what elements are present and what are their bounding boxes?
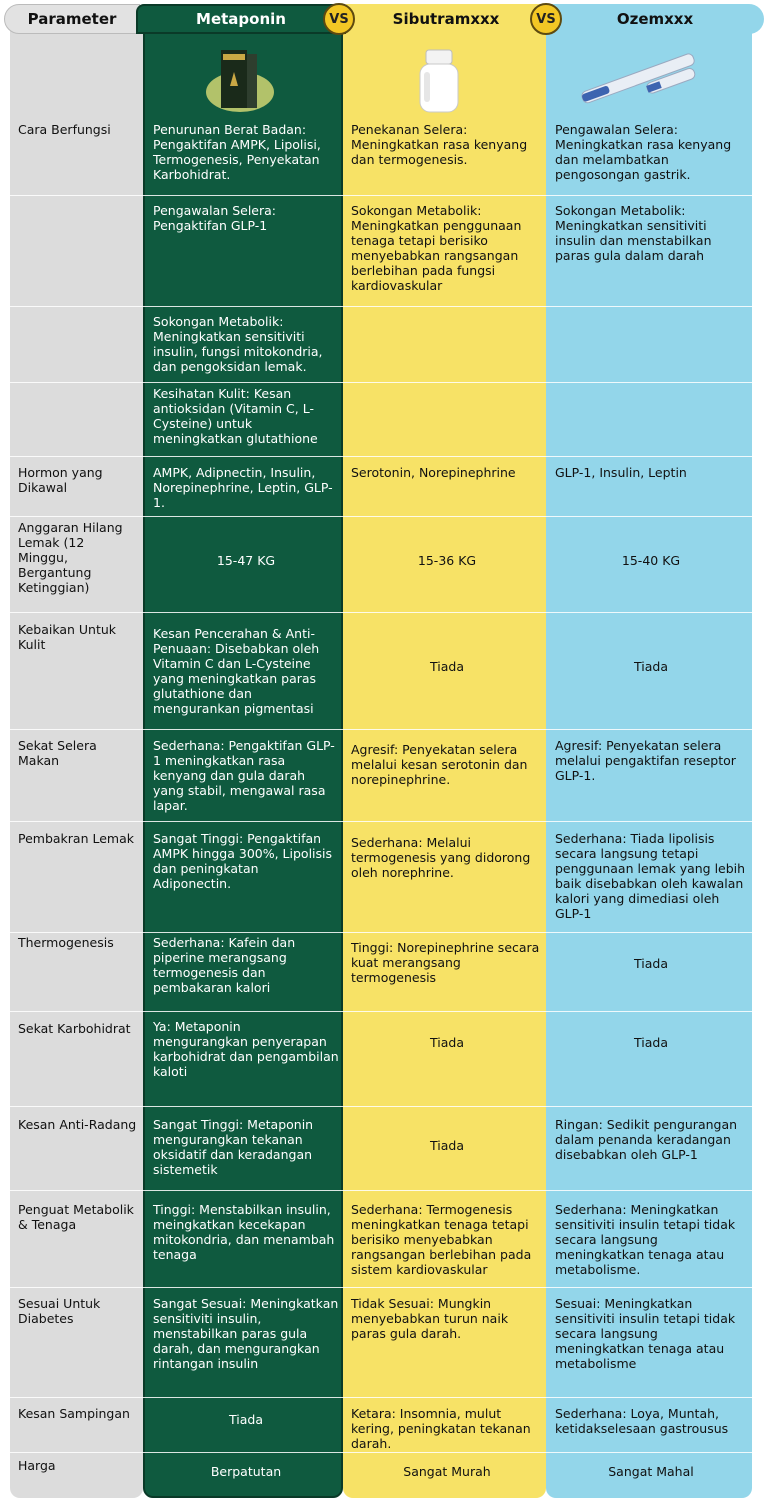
cell-sibutram: Tiada: [430, 1138, 464, 1153]
cell-metaponin: Berpatutan: [210, 1464, 282, 1479]
row-separator: [10, 195, 752, 196]
cell-sibutram: Tidak Sesuai: Mungkin menyebabkan turun naik paras gula darah.: [351, 1296, 509, 1341]
row-separator: [10, 1397, 752, 1398]
cell-sibutram: 15-36 KG: [417, 553, 477, 568]
header-parameter: Parameter: [4, 4, 140, 34]
cell-ozem: Tiada: [634, 956, 668, 971]
cell-sibutram: Tiada: [430, 1035, 464, 1050]
cell-ozem: Pengawalan Selera: Meningkatkan rasa kenyang dan melambatkan pengosongan gastrik.: [555, 122, 732, 182]
cell-metaponin: Sangat Sesuai: Meningkatkan sensitiviti insulin, menstabilkan paras gula darah, dan mengurangkan rintangan insulin: [153, 1296, 339, 1371]
cell-sibutram: Sangat Murah: [403, 1464, 491, 1479]
cell-metaponin: Sangat Tinggi: Pengaktifan AMPK hingga 300%, Lipolisis dan peningkatan Adiponectin.: [153, 831, 333, 891]
cell-parameter: Sekat Selera Makan: [18, 738, 97, 768]
cell-ozem: GLP-1, Insulin, Leptin: [555, 465, 687, 480]
cell-parameter: Sesuai Untuk Diabetes: [18, 1296, 101, 1326]
cell-ozem: Ringan: Sedikit pengurangan dalam penanda keradangan disebabkan oleh GLP-1: [555, 1117, 738, 1162]
cell-ozem: Sokongan Metabolik: Meningkatkan sensitiviti insulin dan menstabilkan paras gula dalam darah: [555, 203, 712, 263]
cell-parameter: Kesan Anti-Radang: [18, 1117, 137, 1132]
row-separator: [10, 456, 752, 457]
row-separator: [10, 612, 752, 613]
cell-metaponin: AMPK, Adipnectin, Insulin, Norepinephrine, Leptin, GLP-1.: [153, 465, 333, 510]
pill-bottle-icon: [410, 48, 468, 116]
cell-ozem: Sesuai: Meningkatkan sensitiviti insulin tetapi tidak secara langsung meningkatkan tenaga atau metabolisme: [555, 1296, 736, 1371]
cell-ozem: Sangat Mahal: [608, 1464, 694, 1479]
row-separator: [10, 516, 752, 517]
header-ozem: Ozemxxx: [546, 4, 764, 34]
header-metaponin: Metaponin: [136, 4, 346, 34]
cell-parameter: Harga: [18, 1458, 56, 1473]
cell-sibutram: Penekanan Selera: Meningkatkan rasa kenyang dan termogenesis.: [351, 122, 528, 167]
row-separator: [10, 1287, 752, 1288]
cell-sibutram: Sokongan Metabolik: Meningkatkan penggunaan tenaga tetapi berisiko menyebabkan rangsangan berlebihan pada fungsi kardiovaskular: [351, 203, 522, 293]
cell-parameter: Thermogenesis: [18, 935, 114, 950]
cell-metaponin: Ya: Metaponin mengurangkan penyerapan karbohidrat dan pengambilan kaloti: [153, 1019, 339, 1079]
row-separator: [10, 1106, 752, 1107]
row-separator: [10, 932, 752, 933]
row-separator: [10, 382, 752, 383]
cell-ozem: Sederhana: Loya, Muntah, ketidakselesaan gastrousus: [555, 1406, 729, 1436]
cell-ozem: Agresif: Penyekatan selera melalui pengaktifan reseptor GLP-1.: [555, 738, 736, 783]
product-box-icon: [205, 42, 275, 114]
cell-metaponin: Kesihatan Kulit: Kesan antioksidan (Vitamin C, L-Cysteine) untuk meningkatkan glutathione: [153, 386, 318, 446]
row-separator: [10, 729, 752, 730]
cell-ozem: Tiada: [634, 659, 668, 674]
cell-metaponin: Sangat Tinggi: Metaponin mengurangkan tekanan oksidatif dan keradangan sistemetik: [153, 1117, 314, 1177]
cell-metaponin: Pengawalan Selera: Pengaktifan GLP-1: [153, 203, 277, 233]
row-separator: [10, 821, 752, 822]
cell-sibutram: Ketara: Insomnia, mulut kering, peningkatan tekanan darah.: [351, 1406, 531, 1451]
cell-metaponin: Tinggi: Menstabilkan insulin, meingkatkan kecekapan mitokondria, dan menambah tenaga: [153, 1202, 335, 1262]
cell-parameter: Penguat Metabolik & Tenaga: [18, 1202, 134, 1232]
row-separator: [10, 1452, 752, 1453]
row-separator: [10, 1011, 752, 1012]
cell-parameter: Cara Berfungsi: [18, 122, 111, 137]
vs-badge: VS: [323, 3, 355, 35]
cell-metaponin: Sederhana: Kafein dan piperine merangsang termogenesis dan pembakaran kalori: [153, 935, 296, 995]
cell-ozem: 15-40 KG: [621, 553, 681, 568]
cell-metaponin: Sokongan Metabolik: Meningkatkan sensitiviti insulin, fungsi mitokondria, dan pengoksidan lemak.: [153, 314, 323, 374]
injection-pen-icon: [573, 48, 705, 108]
cell-parameter: Anggaran Hilang Lemak (12 Minggu, Bergantung Ketinggian): [18, 520, 123, 595]
cell-metaponin: Penurunan Berat Badan: Pengaktifan AMPK, Lipolisi, Termogenesis, Penyekatan Karbohidrat.: [153, 122, 321, 182]
cell-parameter: Sekat Karbohidrat: [18, 1021, 131, 1036]
cell-ozem: Tiada: [634, 1035, 668, 1050]
cell-sibutram: Agresif: Penyekatan selera melalui kesan serotonin dan norepinephrine.: [351, 742, 528, 787]
cell-metaponin: 15-47 KG: [216, 553, 276, 568]
cell-sibutram: Tiada: [430, 659, 464, 674]
cell-sibutram: Serotonin, Norepinephrine: [351, 465, 516, 480]
row-separator: [10, 1190, 752, 1191]
cell-ozem: Sederhana: Tiada lipolisis secara langsung tetapi penggunaan lemak yang lebih baik disebabkan oleh kawalan kalori yang dimediasi oleh GLP-1: [555, 831, 746, 921]
row-separator: [10, 306, 752, 307]
cell-sibutram: Sederhana: Melalui termogenesis yang didorong oleh norephrine.: [351, 835, 531, 880]
header-sibutram: Sibutramxxx: [346, 4, 546, 34]
cell-parameter: Kesan Sampingan: [18, 1406, 130, 1421]
cell-parameter: Pembakran Lemak: [18, 831, 134, 846]
cell-ozem: Sederhana: Meningkatkan sensitiviti insulin tetapi tidak secara langsung meningkatkan tenaga atau metabolisme.: [555, 1202, 736, 1277]
cell-sibutram: Tinggi: Norepinephrine secara kuat merangsang termogenesis: [351, 940, 540, 985]
cell-metaponin: Tiada: [229, 1412, 263, 1427]
cell-sibutram: Sederhana: Termogenesis meningkatkan tenaga tetapi berisiko menyebabkan rangsangan berlebihan pada sistem kardiovaskular: [351, 1202, 532, 1277]
vs-badge: VS: [530, 3, 562, 35]
cell-metaponin: Sederhana: Pengaktifan GLP-1 meningkatkan rasa kenyang dan gula darah yang stabil, mengawal rasa lapar.: [153, 738, 335, 813]
cell-metaponin: Kesan Pencerahan & Anti-Penuaan: Disebabkan oleh Vitamin C dan L-Cysteine yang meningkatkan paras glutathione dan mengurankan pigmentasi: [153, 626, 320, 716]
cell-parameter: Kebaikan Untuk Kulit: [18, 622, 117, 652]
cell-parameter: Hormon yang Dikawal: [18, 465, 103, 495]
